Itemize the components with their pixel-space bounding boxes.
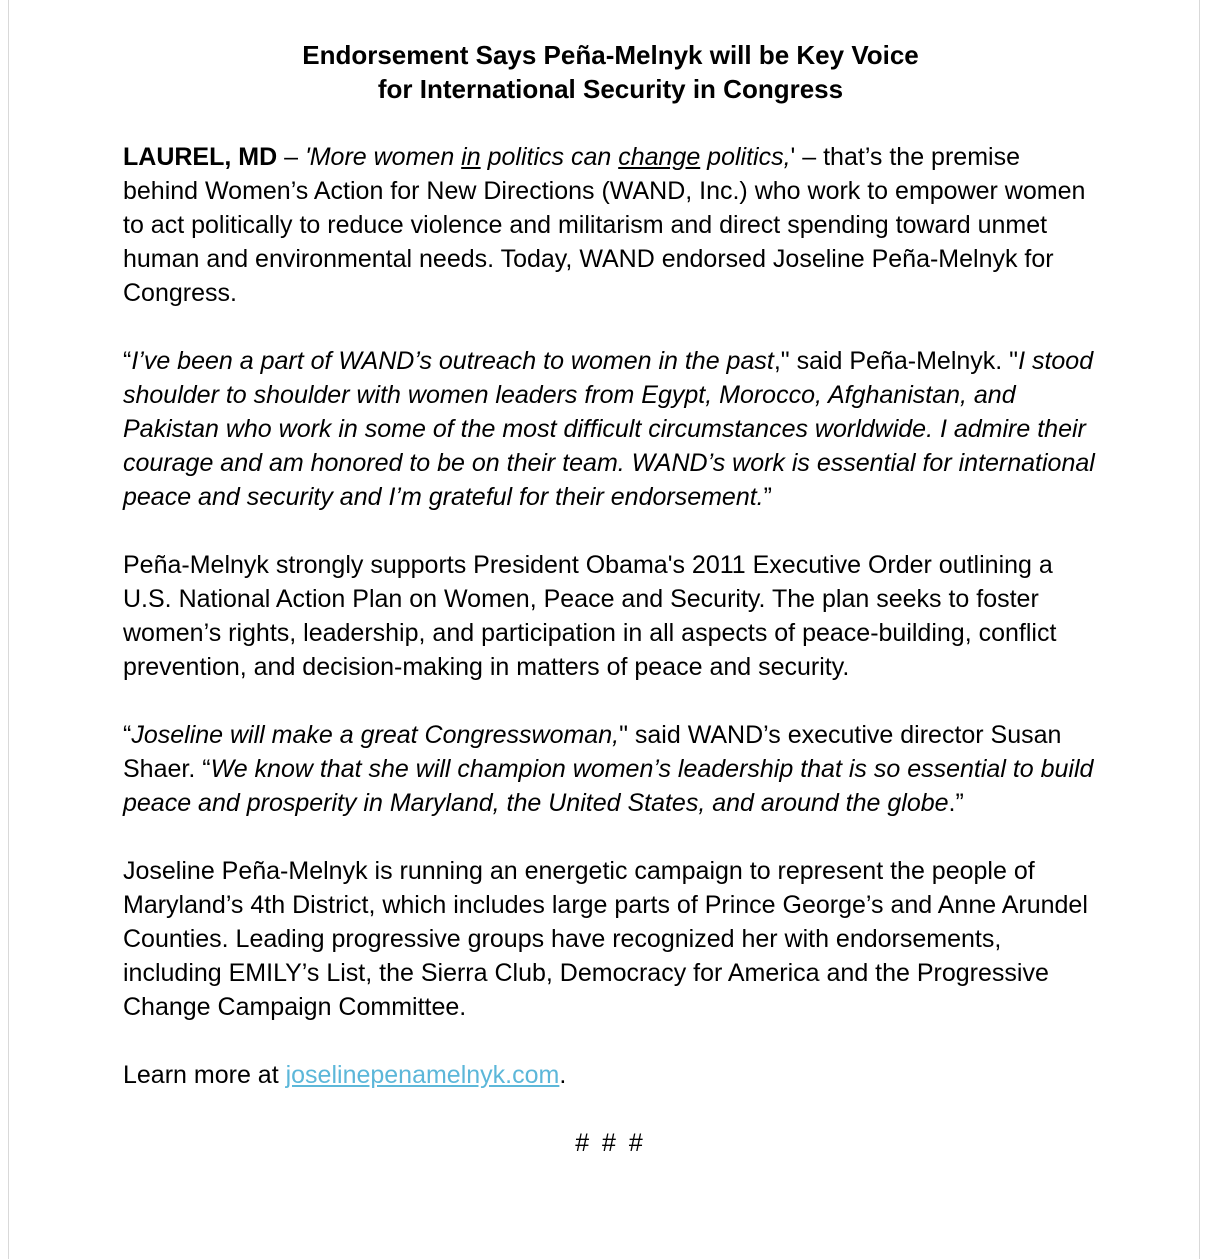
quote-part-2: We know that she will champion women’s leadership that is so essential to build peace and prosperity in Maryland, the United States, and around the globe [123, 755, 1094, 817]
paragraph-executive-order: Peña-Melnyk strongly supports President Obama's 2011 Executive Order outlining a U.S. National Action Plan on Women, Peace and Security. The plan seeks to foster women’s rights, leadership, and participation in all aspects of peace-building, conflict prevention, and decision-making in matters of peace and security. [123, 551, 1057, 681]
quote-open-mark: “ [123, 721, 132, 749]
quote-close-mark: ” [763, 483, 772, 511]
paragraph-learn-more [123, 1058, 1098, 1092]
headline [123, 38, 1098, 106]
intro-quote-in: in [461, 143, 481, 171]
paragraph-campaign: Joseline Peña-Melnyk is running an energetic campaign to represent the people of Maryland’s 4th District, which includes large parts of Prince George’s and Anne Arundel Counties. Leading progressive groups have recognized her with endorsements, including EMILY’s List, the Sierra Club, Democracy for America and the Progressive Change Campaign Committee. [123, 857, 1088, 1021]
quote-close-mark: .” [948, 789, 964, 817]
learn-more-suffix: . [559, 1061, 567, 1089]
intro-quote-mid: politics can [480, 143, 619, 171]
headline-line-2: for International Security in Congress [377, 74, 844, 104]
intro-quote-change: change [618, 143, 701, 171]
paragraph-intro [123, 140, 1098, 310]
end-mark: # # # [575, 1129, 646, 1157]
intro-dash: – [277, 143, 305, 171]
dateline: LAUREL, MD [123, 143, 278, 171]
learn-more-prefix: Learn more at [123, 1061, 286, 1089]
quote-attribution: " said WAND’s executive director Susan Shaer. “ [123, 721, 1062, 783]
quote-part-1: Joseline will make a great Congresswoman, [131, 721, 620, 749]
intro-quote-open: 'More women [304, 143, 462, 171]
headline-line-1: Endorsement Says Peña-Melnyk will be Key Voice [302, 40, 919, 70]
quote-part-1: I’ve been a part of WAND’s outreach to women in the past [131, 347, 774, 375]
paragraph-quote-pena-melnyk [123, 344, 1098, 514]
quote-open-mark: “ [123, 347, 132, 375]
paragraph-quote-shaer [123, 718, 1098, 820]
intro-text: ' – that’s the premise behind Women’s Action for New Directions (WAND, Inc.) who work to empower women to act politically to reduce violence and militarism and direct spending toward unmet human and environmental needs. Today, WAND endorsed Joseline Peña-Melnyk for Congress. [123, 143, 1086, 307]
quote-part-2: I stood shoulder to shoulder with women leaders from Egypt, Morocco, Afghanistan, and Pakistan who work in some of the most difficult circumstances worldwide. I admire their courage and am honored to be on their team. WAND’s work is essential for international peace and security and I’m grateful for their endorsement. [123, 347, 1095, 511]
quote-attribution: ," said Peña-Melnyk. " [773, 347, 1019, 375]
intro-quote-end: politics, [700, 143, 791, 171]
press-release [123, 38, 1098, 1160]
campaign-website-link[interactable]: joselinepenamelnyk.com [285, 1061, 560, 1089]
